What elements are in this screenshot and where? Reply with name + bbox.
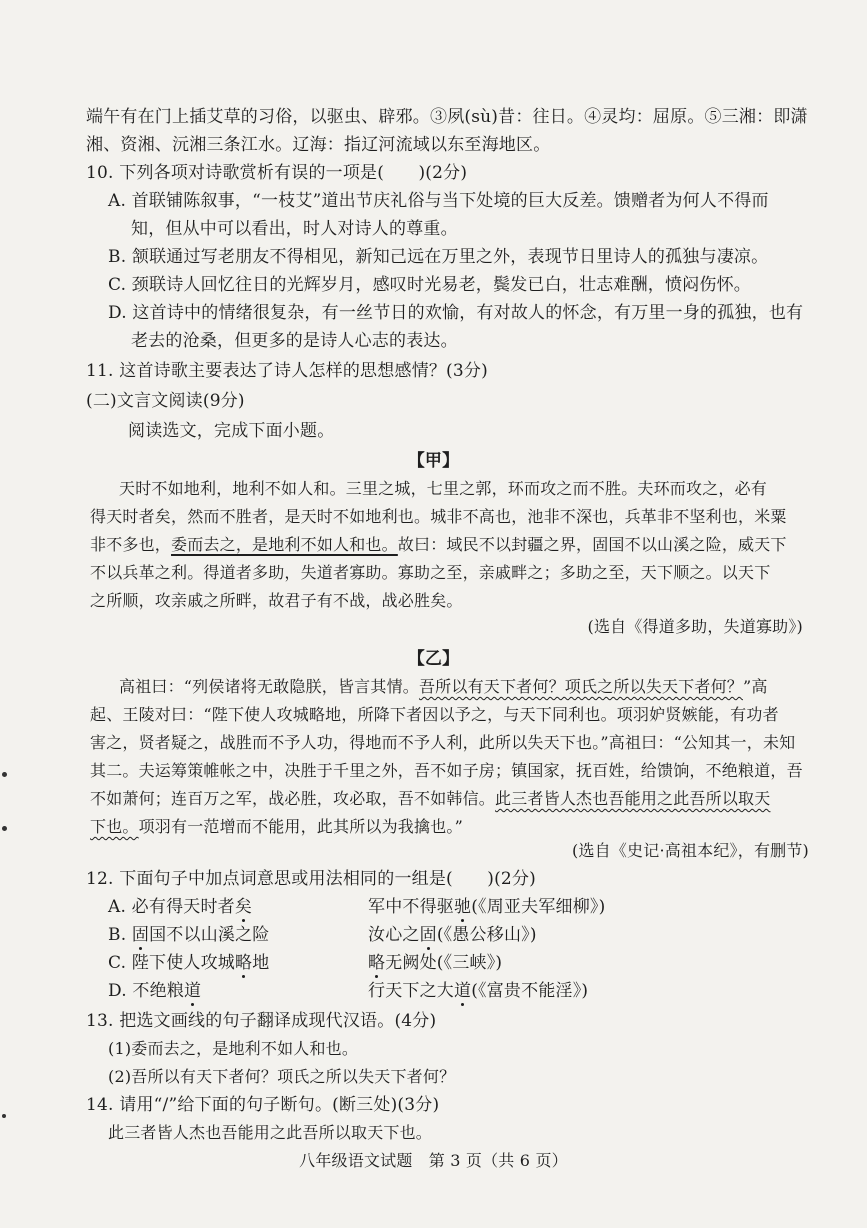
passage-yi-source: (选自《史记·高祖本纪》，有删节) [572,841,809,860]
passage-jia-line: 天时不如地利，地利不如人和。三里之城，七里之郭，环而攻之而不胜。夫环而攻之，必有 [119,479,768,498]
passage-text: 不如萧何；连百万之军，战必胜，攻必取，吾不如韩信。 [90,789,496,808]
scan-mark [2,772,7,777]
q12-option-right: 略无阙处(《三峡》) [368,953,503,973]
passage-yi-line: 起、王陵对曰：“陛下使人攻城略地，所降下者因以予之，与天下同利也。项羽妒贤嫉能，有功者 [90,705,779,724]
passage-yi-line: 害之，贤者疑之，战胜而不予人功，得地而不予人利，此所以失天下也。”高祖曰：“公知其一，未知 [90,733,796,752]
q12-option-left: A. 必有得天时者矣 [108,897,253,917]
passage-yi-line [90,816,463,838]
q14-sentence: 此三者皆人杰也吾能用之此吾所以取天下也。 [108,1123,433,1142]
passage-text: 项羽有一范增而不能用，此其所以为我擒也。” [138,817,463,836]
q12-option-right: 汝心之固(《愚公移山》) [368,925,537,945]
question-11: 11. 这首诗歌主要表达了诗人怎样的思想感情？(3分) [86,361,488,381]
question-10-stem: 10. 下列各项对诗歌赏析有误的一项是( )(2分) [86,163,468,183]
passage-jia-title: 【甲】 [407,451,460,471]
scan-mark [2,826,7,831]
section-instruction: 阅读选文，完成下面小题。 [128,421,335,441]
passage-yi-line [119,676,768,698]
q12-option-left: B. 固国不以山溪之险 [108,925,270,945]
underlined-sentence: 下也。 [90,817,139,836]
scan-mark [2,1114,6,1118]
q12-option-right: 军中不得驱驰(《周亚夫军细柳》) [368,897,606,917]
q13-sentence-2: (2)吾所以有天下者何？项氏之所以失天下者何？ [108,1067,456,1086]
option-a: A. 首联铺陈叙事，“一枝艾”道出节庆礼俗与当下处境的巨大反差。馈赠者为何人不得而 [108,191,769,211]
passage-yi-line [90,788,770,810]
passage-jia-line: 之所顺，攻亲戚之所畔，故君子有不战，战必胜矣。 [90,591,463,610]
q12-option-right: 行天下之大道(《富贵不能淫》) [368,981,589,1001]
passage-yi-line: 其二。夫运筹策帷帐之中，决胜于千里之外，吾不如子房；镇国家，抚百姓，给馈饷，不绝粮道，吾 [90,761,803,780]
passage-text: ”高 [743,677,768,696]
footnote-line: 湘、资湘、沅湘三条江水。辽海：指辽河流域以东至海地区。 [86,135,551,155]
passage-text: 故曰：域民不以封疆之界，固国不以山溪之险，威天下 [397,535,787,554]
q12-option-left: C. 陛下使人攻城略地 [108,953,270,973]
passage-text: 高祖曰：“列侯诸将无敢隐朕，皆言其情。 [119,677,419,696]
passage-jia-line [90,534,787,556]
passage-jia-source: (选自《得道多助，失道寡助》) [587,617,803,636]
question-12-stem: 12. 下面句子中加点词意思或用法相同的一组是( )(2分) [86,869,536,889]
question-13-stem: 13. 把选文画线的句子翻译成现代汉语。(4分) [86,1011,437,1031]
passage-yi-title: 【乙】 [407,649,460,669]
underlined-sentence: 委而去之，是地利不如人和也。 [171,535,398,554]
passage-jia-line: 不以兵革之利。得道者多助，失道者寡助。寡助之至，亲戚畔之；多助之至，天下顺之。以天下 [90,563,771,582]
q12-option-left: D. 不绝粮道 [108,981,202,1001]
option-a-cont: 知，但从中可以看出，时人对诗人的尊重。 [131,219,458,239]
section-heading: (二)文言文阅读(9分) [86,391,245,411]
option-d: D. 这首诗中的情绪很复杂，有一丝节日的欢愉，有对故人的怀念，有万里一身的孤独，也有 [108,303,804,323]
q13-sentence-1: (1)委而去之，是地利不如人和也。 [108,1039,359,1058]
underlined-sentence: 吾所以有天下者何？项氏之所以失天下者何？ [418,677,743,696]
question-14-stem: 14. 请用“/”给下面的句子断句。(断三处)(3分) [86,1095,440,1115]
option-d-cont: 老去的沧桑，但更多的是诗人心志的表达。 [131,331,458,351]
footnote-line: 端午有在门上插艾草的习俗，以驱虫、辟邪。③夙(sù)昔：往日。④灵均：屈原。⑤三湘：即潇 [86,107,808,127]
option-c: C. 颈联诗人回忆往日的光辉岁月，感叹时光易老，鬓发已白，壮志难酬，愤闷伤怀。 [108,275,752,295]
underlined-sentence: 此三者皆人杰也吾能用之此吾所以取天 [495,789,771,808]
page-footer: 八年级语文试题 第 3 页（共 6 页） [299,1151,568,1170]
option-b: B. 颔联通过写老朋友不得相见，新知己远在万里之外，表现节日里诗人的孤独与凄凉。 [108,247,769,267]
passage-jia-line: 得天时者矣，然而不胜者，是天时不如地利也。城非不高也，池非不深也，兵革非不坚利也，米粟 [90,507,787,526]
passage-text: 非不多也， [90,535,172,554]
